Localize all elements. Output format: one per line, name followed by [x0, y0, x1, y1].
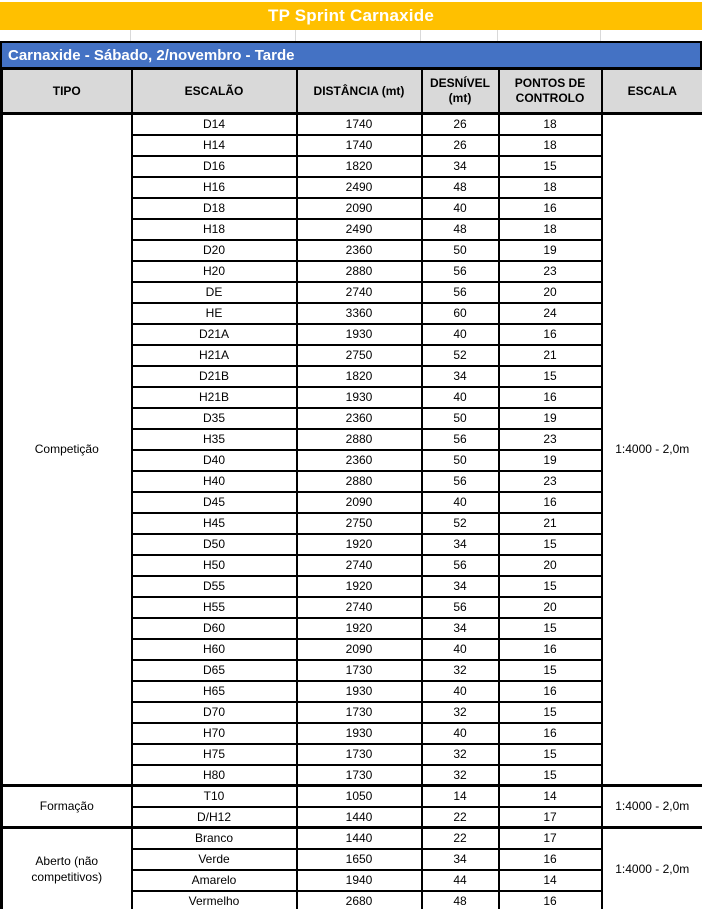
tipo-group-cell: Formação	[2, 786, 132, 828]
distancia-cell: 1930	[297, 681, 422, 702]
desnivel-cell: 14	[422, 786, 499, 807]
distancia-cell: 2880	[297, 429, 422, 450]
pontos-cell: 14	[499, 786, 602, 807]
gap-cell	[497, 30, 600, 41]
distancia-cell: 2880	[297, 471, 422, 492]
header-pontos: PONTOS DE CONTROLO	[499, 69, 602, 114]
pontos-cell: 21	[499, 513, 602, 534]
desnivel-cell: 34	[422, 618, 499, 639]
escalao-cell: H65	[132, 681, 297, 702]
escalao-cell: D45	[132, 492, 297, 513]
table-row	[2, 786, 702, 807]
desnivel-cell: 26	[422, 114, 499, 135]
distancia-cell: 1730	[297, 744, 422, 765]
escalao-cell: D60	[132, 618, 297, 639]
escalao-cell: D65	[132, 660, 297, 681]
escalao-cell: H14	[132, 135, 297, 156]
distancia-cell: 2090	[297, 639, 422, 660]
escalao-cell: D/H12	[132, 807, 297, 828]
distancia-cell: 1820	[297, 366, 422, 387]
escalao-cell: DE	[132, 282, 297, 303]
gap-cell	[420, 30, 497, 41]
header-escalao: ESCALÃO	[132, 69, 297, 114]
pontos-cell: 16	[499, 723, 602, 744]
pontos-cell: 18	[499, 177, 602, 198]
desnivel-cell: 48	[422, 891, 499, 909]
distancia-cell: 1440	[297, 807, 422, 828]
escalao-cell: D40	[132, 450, 297, 471]
escalao-cell: H18	[132, 219, 297, 240]
spreadsheet-gap-strip	[0, 30, 702, 41]
desnivel-cell: 52	[422, 513, 499, 534]
distancia-cell: 1820	[297, 156, 422, 177]
escalao-cell: H80	[132, 765, 297, 786]
pontos-cell: 19	[499, 408, 602, 429]
desnivel-cell: 44	[422, 870, 499, 891]
courses-table	[0, 67, 702, 909]
desnivel-cell: 32	[422, 660, 499, 681]
distancia-cell: 1930	[297, 324, 422, 345]
header-desnivel: DESNÍVEL (mt)	[422, 69, 499, 114]
tipo-group-cell: Aberto (não competitivos)	[2, 828, 132, 909]
desnivel-cell: 56	[422, 471, 499, 492]
pontos-cell: 15	[499, 702, 602, 723]
pontos-cell: 20	[499, 555, 602, 576]
distancia-cell: 2090	[297, 492, 422, 513]
pontos-cell: 15	[499, 744, 602, 765]
table-row	[2, 114, 702, 135]
pontos-cell: 16	[499, 849, 602, 870]
desnivel-cell: 40	[422, 198, 499, 219]
gap-cell	[295, 30, 420, 41]
desnivel-cell: 56	[422, 282, 499, 303]
escalao-cell: Amarelo	[132, 870, 297, 891]
pontos-cell: 15	[499, 618, 602, 639]
event-title-bar	[0, 2, 702, 30]
desnivel-cell: 34	[422, 366, 499, 387]
escalao-cell: D16	[132, 156, 297, 177]
escalao-cell: D50	[132, 534, 297, 555]
pontos-cell: 15	[499, 660, 602, 681]
pontos-cell: 16	[499, 492, 602, 513]
distancia-cell: 1730	[297, 660, 422, 681]
pontos-cell: 15	[499, 534, 602, 555]
escala-group-cell: 1:4000 - 2,0m	[602, 786, 702, 828]
distancia-cell: 1930	[297, 723, 422, 744]
pontos-cell: 19	[499, 450, 602, 471]
distancia-cell: 2740	[297, 597, 422, 618]
desnivel-cell: 60	[422, 303, 499, 324]
escalao-cell: H70	[132, 723, 297, 744]
distancia-cell: 2490	[297, 177, 422, 198]
pontos-cell: 23	[499, 261, 602, 282]
desnivel-cell: 22	[422, 807, 499, 828]
desnivel-cell: 40	[422, 387, 499, 408]
escalao-cell: H20	[132, 261, 297, 282]
escalao-cell: H21B	[132, 387, 297, 408]
desnivel-cell: 56	[422, 555, 499, 576]
distancia-cell: 2680	[297, 891, 422, 909]
escalao-cell: D55	[132, 576, 297, 597]
distancia-cell: 3360	[297, 303, 422, 324]
desnivel-cell: 26	[422, 135, 499, 156]
table-row	[2, 828, 702, 849]
escalao-cell: H40	[132, 471, 297, 492]
escalao-cell: H75	[132, 744, 297, 765]
desnivel-cell: 48	[422, 177, 499, 198]
distancia-cell: 2750	[297, 345, 422, 366]
distancia-cell: 1650	[297, 849, 422, 870]
desnivel-cell: 32	[422, 702, 499, 723]
desnivel-cell: 34	[422, 156, 499, 177]
pontos-cell: 16	[499, 681, 602, 702]
pontos-cell: 14	[499, 870, 602, 891]
escala-group-cell: 1:4000 - 2,0m	[602, 828, 702, 909]
table-body	[2, 114, 702, 909]
pontos-cell: 18	[499, 219, 602, 240]
header-escala: ESCALA	[602, 69, 702, 114]
distancia-cell: 1740	[297, 135, 422, 156]
desnivel-cell: 50	[422, 240, 499, 261]
session-subtitle-bar	[0, 41, 702, 67]
distancia-cell: 1920	[297, 618, 422, 639]
pontos-cell: 15	[499, 366, 602, 387]
desnivel-cell: 56	[422, 597, 499, 618]
pontos-cell: 16	[499, 639, 602, 660]
desnivel-cell: 34	[422, 576, 499, 597]
pontos-cell: 18	[499, 114, 602, 135]
desnivel-cell: 32	[422, 744, 499, 765]
distancia-cell: 1920	[297, 534, 422, 555]
distancia-cell: 1920	[297, 576, 422, 597]
distancia-cell: 2090	[297, 198, 422, 219]
pontos-cell: 16	[499, 387, 602, 408]
desnivel-cell: 40	[422, 681, 499, 702]
escalao-cell: D35	[132, 408, 297, 429]
gap-cell	[0, 30, 130, 41]
escalao-cell: H50	[132, 555, 297, 576]
escalao-cell: Vermelho	[132, 891, 297, 909]
distancia-cell: 1050	[297, 786, 422, 807]
distancia-cell: 2490	[297, 219, 422, 240]
escalao-cell: H55	[132, 597, 297, 618]
desnivel-cell: 32	[422, 765, 499, 786]
gap-cell	[600, 30, 702, 41]
distancia-cell: 2740	[297, 282, 422, 303]
header-row	[2, 69, 702, 114]
pontos-cell: 18	[499, 135, 602, 156]
pontos-cell: 17	[499, 807, 602, 828]
pontos-cell: 23	[499, 429, 602, 450]
escala-group-cell: 1:4000 - 2,0m	[602, 114, 702, 786]
desnivel-cell: 34	[422, 849, 499, 870]
escalao-cell: D21B	[132, 366, 297, 387]
desnivel-cell: 56	[422, 429, 499, 450]
pontos-cell: 15	[499, 576, 602, 597]
distancia-cell: 2360	[297, 408, 422, 429]
distancia-cell: 1930	[297, 387, 422, 408]
escalao-cell: D70	[132, 702, 297, 723]
desnivel-cell: 40	[422, 639, 499, 660]
desnivel-cell: 40	[422, 324, 499, 345]
distancia-cell: 1740	[297, 114, 422, 135]
desnivel-cell: 48	[422, 219, 499, 240]
escalao-cell: H60	[132, 639, 297, 660]
escalao-cell: H45	[132, 513, 297, 534]
session-subtitle: Carnaxide - Sábado, 2/novembro - Tarde	[8, 46, 295, 64]
distancia-cell: 2750	[297, 513, 422, 534]
escalao-cell: D14	[132, 114, 297, 135]
distancia-cell: 2740	[297, 555, 422, 576]
desnivel-cell: 50	[422, 408, 499, 429]
tipo-group-cell: Competição	[2, 114, 132, 786]
escalao-cell: HE	[132, 303, 297, 324]
distancia-cell: 2880	[297, 261, 422, 282]
desnivel-cell: 56	[422, 261, 499, 282]
pontos-cell: 19	[499, 240, 602, 261]
escalao-cell: Branco	[132, 828, 297, 849]
desnivel-cell: 40	[422, 492, 499, 513]
pontos-cell: 16	[499, 324, 602, 345]
distancia-cell: 2360	[297, 240, 422, 261]
pontos-cell: 16	[499, 891, 602, 909]
distancia-cell: 2360	[297, 450, 422, 471]
escalao-cell: D18	[132, 198, 297, 219]
distancia-cell: 1730	[297, 702, 422, 723]
desnivel-cell: 50	[422, 450, 499, 471]
pontos-cell: 15	[499, 156, 602, 177]
pontos-cell: 21	[499, 345, 602, 366]
pontos-cell: 23	[499, 471, 602, 492]
pontos-cell: 17	[499, 828, 602, 849]
pontos-cell: 24	[499, 303, 602, 324]
event-title: TP Sprint Carnaxide	[268, 6, 434, 25]
distancia-cell: 1730	[297, 765, 422, 786]
distancia-cell: 1940	[297, 870, 422, 891]
header-tipo: TIPO	[2, 69, 132, 114]
desnivel-cell: 34	[422, 534, 499, 555]
pontos-cell: 16	[499, 198, 602, 219]
distancia-cell: 1440	[297, 828, 422, 849]
escalao-cell: D20	[132, 240, 297, 261]
pontos-cell: 20	[499, 597, 602, 618]
escalao-cell: Verde	[132, 849, 297, 870]
escalao-cell: T10	[132, 786, 297, 807]
desnivel-cell: 52	[422, 345, 499, 366]
header-distancia: DISTÂNCIA (mt)	[297, 69, 422, 114]
gap-cell	[130, 30, 295, 41]
escalao-cell: D21A	[132, 324, 297, 345]
desnivel-cell: 40	[422, 723, 499, 744]
escalao-cell: H35	[132, 429, 297, 450]
desnivel-cell: 22	[422, 828, 499, 849]
escalao-cell: H21A	[132, 345, 297, 366]
pontos-cell: 15	[499, 765, 602, 786]
pontos-cell: 20	[499, 282, 602, 303]
escalao-cell: H16	[132, 177, 297, 198]
